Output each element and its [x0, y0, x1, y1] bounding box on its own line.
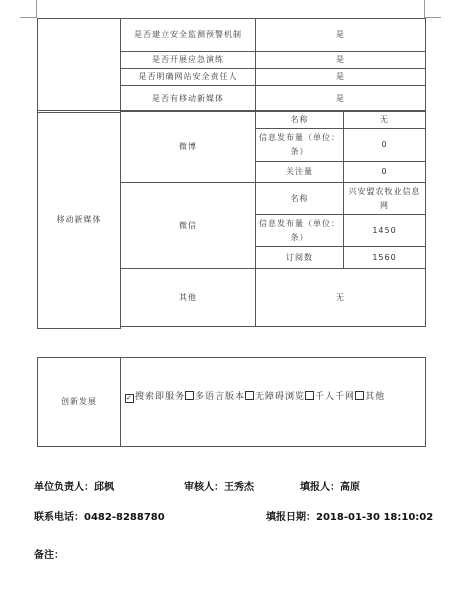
option-multilingual[interactable]: 多语言版本 — [185, 392, 245, 402]
other-label: 其他 — [121, 269, 256, 327]
other-value: 无 — [256, 269, 426, 327]
crop-mark-left-h — [20, 17, 37, 18]
wechat-posts-value: 1450 — [344, 215, 426, 247]
crop-mark-right-v — [424, 0, 425, 18]
crop-mark-right-h — [424, 17, 441, 18]
contact-phone: 联系电话：0482-8288780 — [34, 512, 165, 523]
weibo-name-label: 名称 — [256, 111, 344, 129]
checkbox-icon[interactable] — [185, 391, 194, 400]
weibo-followers-label: 关注量 — [256, 162, 344, 183]
option-search-as-service[interactable]: ✓ 搜索即服务 — [126, 392, 186, 402]
checkbox-icon[interactable] — [305, 391, 314, 400]
remarks-label: 备注： — [34, 550, 64, 561]
unit-head: 单位负责人：邱枫 — [34, 482, 114, 493]
weibo-posts-label: 信息发布量（单位：条） — [256, 129, 344, 162]
table-row — [38, 19, 426, 52]
crop-mark-left-v — [36, 0, 37, 18]
report-table — [37, 18, 426, 113]
section-label-innovation: 创新发展 — [38, 358, 121, 447]
innovation-table — [37, 357, 426, 447]
mobile-media-table — [37, 110, 426, 329]
row-label: 是否开展应急演练 — [121, 52, 256, 69]
reviewer: 审核人：王秀杰 — [184, 482, 254, 493]
checkbox-icon[interactable] — [355, 391, 364, 400]
wechat-name-label: 名称 — [256, 183, 344, 215]
section-label-mobile-media: 移动新媒体 — [38, 111, 121, 329]
wechat-name-value: 兴安盟农牧业信息网 — [344, 183, 426, 215]
weibo-label: 微博 — [121, 111, 256, 183]
row-value: 是 — [256, 86, 426, 112]
row-label: 是否有移动新媒体 — [121, 86, 256, 112]
row-value: 是 — [256, 19, 426, 52]
row-value: 是 — [256, 69, 426, 86]
table-row — [38, 111, 426, 129]
blank-section-cell — [38, 19, 121, 113]
wechat-subscribers-label: 订阅数 — [256, 247, 344, 269]
weibo-posts-value: 0 — [344, 129, 426, 162]
row-value: 是 — [256, 52, 426, 69]
wechat-label: 微信 — [121, 183, 256, 269]
fill-date: 填报日期：2018-01-30 18:10:02 — [266, 512, 434, 523]
filler: 填报人：高原 — [300, 482, 360, 493]
wechat-posts-label: 信息发布量（单位：条） — [256, 215, 344, 247]
innovation-options — [121, 358, 426, 447]
checkbox-checked-icon[interactable]: ✓ — [126, 394, 133, 402]
row-label: 是否建立安全监测预警机制 — [121, 19, 256, 52]
option-personalized[interactable]: 千人千网 — [305, 392, 355, 402]
checkbox-icon[interactable] — [245, 391, 254, 400]
wechat-subscribers-value: 1560 — [344, 247, 426, 269]
weibo-followers-value: 0 — [344, 162, 426, 183]
row-label: 是否明确网站安全责任人 — [121, 69, 256, 86]
weibo-name-value: 无 — [344, 111, 426, 129]
table-row — [38, 358, 426, 447]
option-accessibility[interactable]: 无障碍浏览 — [245, 392, 305, 402]
option-other[interactable]: 其他 — [355, 392, 385, 402]
